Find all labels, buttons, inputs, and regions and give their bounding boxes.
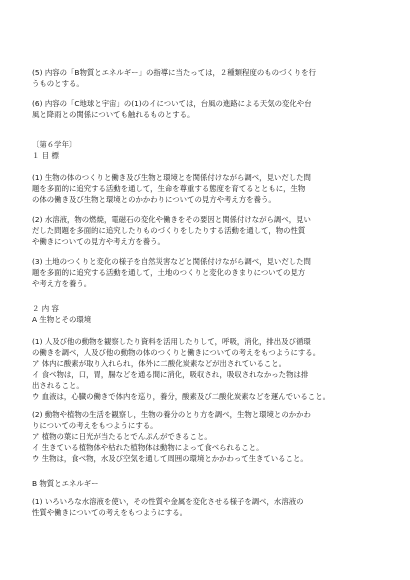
section-b-heading	[32, 478, 382, 489]
content-heading: ２ 内 容	[32, 304, 59, 313]
goal-2	[32, 214, 382, 247]
text-line: の働きを調べ，人及び他の動物の体のつくりと働きについての考えをもつようにする。	[32, 348, 321, 357]
content-b1	[32, 496, 382, 518]
section-title: B 物質とエネルギー	[32, 479, 99, 488]
text-line: 題を多面的に追究する活動を通して，土地のつくりと変化のきまりについての見方	[32, 268, 306, 277]
grade-heading: 〔第６学年〕	[32, 140, 77, 149]
text-line: 題を多面的に追究する活動を通して，生命を尊重する態度を育てるとともに，生物	[32, 184, 306, 193]
text-line: ア 体内に酸素が取り入れられ，体外に二酸化炭素などが出されていること。	[32, 359, 287, 368]
text-line: (1) 人及び他の動物を観察したり資料を活用したりして，呼吸，消化，排出及び循環	[32, 337, 311, 346]
note-6	[32, 98, 382, 120]
text-line: (1) いろいろな水溶液を使い，その性質や金属を変化させる様子を調べ，水溶液の	[32, 497, 304, 506]
text-line: ア 植物の葉に日光が当たるとでんぷんができること。	[32, 432, 212, 441]
text-line: うものとする。	[32, 79, 84, 88]
text-line: 出されること。	[32, 381, 84, 390]
text-line: ウ 血液は，心臓の働きで体内を巡り，養分，酸素及び二酸化炭素などを運んでいること。	[32, 392, 330, 401]
content-heading-block	[32, 303, 382, 325]
text-line: (6) 内容の「C地球と宇宙」の(1)のイについては，台風の進路による天気の変化や台	[32, 99, 312, 108]
text-line: 風と降雨との関係についても触れるものとする。	[32, 110, 195, 119]
text-line: りについての考えをもつようにする。	[32, 421, 158, 430]
goal-3	[32, 256, 382, 289]
section-title: A 生物とその環境	[32, 315, 92, 324]
goal-1	[32, 172, 382, 205]
text-line: (2) 水溶液，物の燃焼，電磁石の変化や働きをその要因と関係付けながら調べ，見い	[32, 215, 311, 224]
text-line: ウ 生物は，食べ物，水及び空気を通して周囲の環境とかかわって生きていること。	[32, 454, 308, 463]
goal-heading: １ 目 標	[32, 151, 59, 160]
text-line: や働きについての見方や考え方を養う。	[32, 237, 165, 246]
content-a1	[32, 336, 382, 402]
text-line: (5) 内容の「B物質とエネルギー」の指導に当たっては，２種類程度のものづくりを行	[32, 68, 316, 77]
text-line: (1) 生物の体のつくりと働き及び生物と環境とを関係付けながら調べ，見いだした問	[32, 173, 311, 182]
text-line: イ 生きている植物体や枯れた植物体は動物によって食べられること。	[32, 443, 264, 452]
grade6-heading-block	[32, 139, 382, 161]
text-line: の体の働き及び生物と環境とのかかわりについての見方や考え方を養う。	[32, 195, 276, 204]
text-line: (3) 土地のつくりと変化の様子を自然災害などと関係付けながら調べ，見いだした問	[32, 257, 311, 266]
text-line: や考え方を養う。	[32, 279, 92, 288]
text-line: イ 食べ物は，口，胃，腸などを通る間に消化，吸収され，吸収されなかった物は排	[32, 370, 309, 379]
text-line: 性質や働きについての考えをもつようにする。	[32, 508, 188, 517]
text-line: (2) 動物や植物の生活を観察し，生物の養分のとり方を調べ，生物と環境とのかかわ	[32, 410, 311, 419]
content-a2	[32, 409, 382, 464]
note-5	[32, 67, 382, 89]
text-line: だした問題を多面的に追究したりものづくりをしたりする活動を通して，物の性質	[32, 226, 306, 235]
